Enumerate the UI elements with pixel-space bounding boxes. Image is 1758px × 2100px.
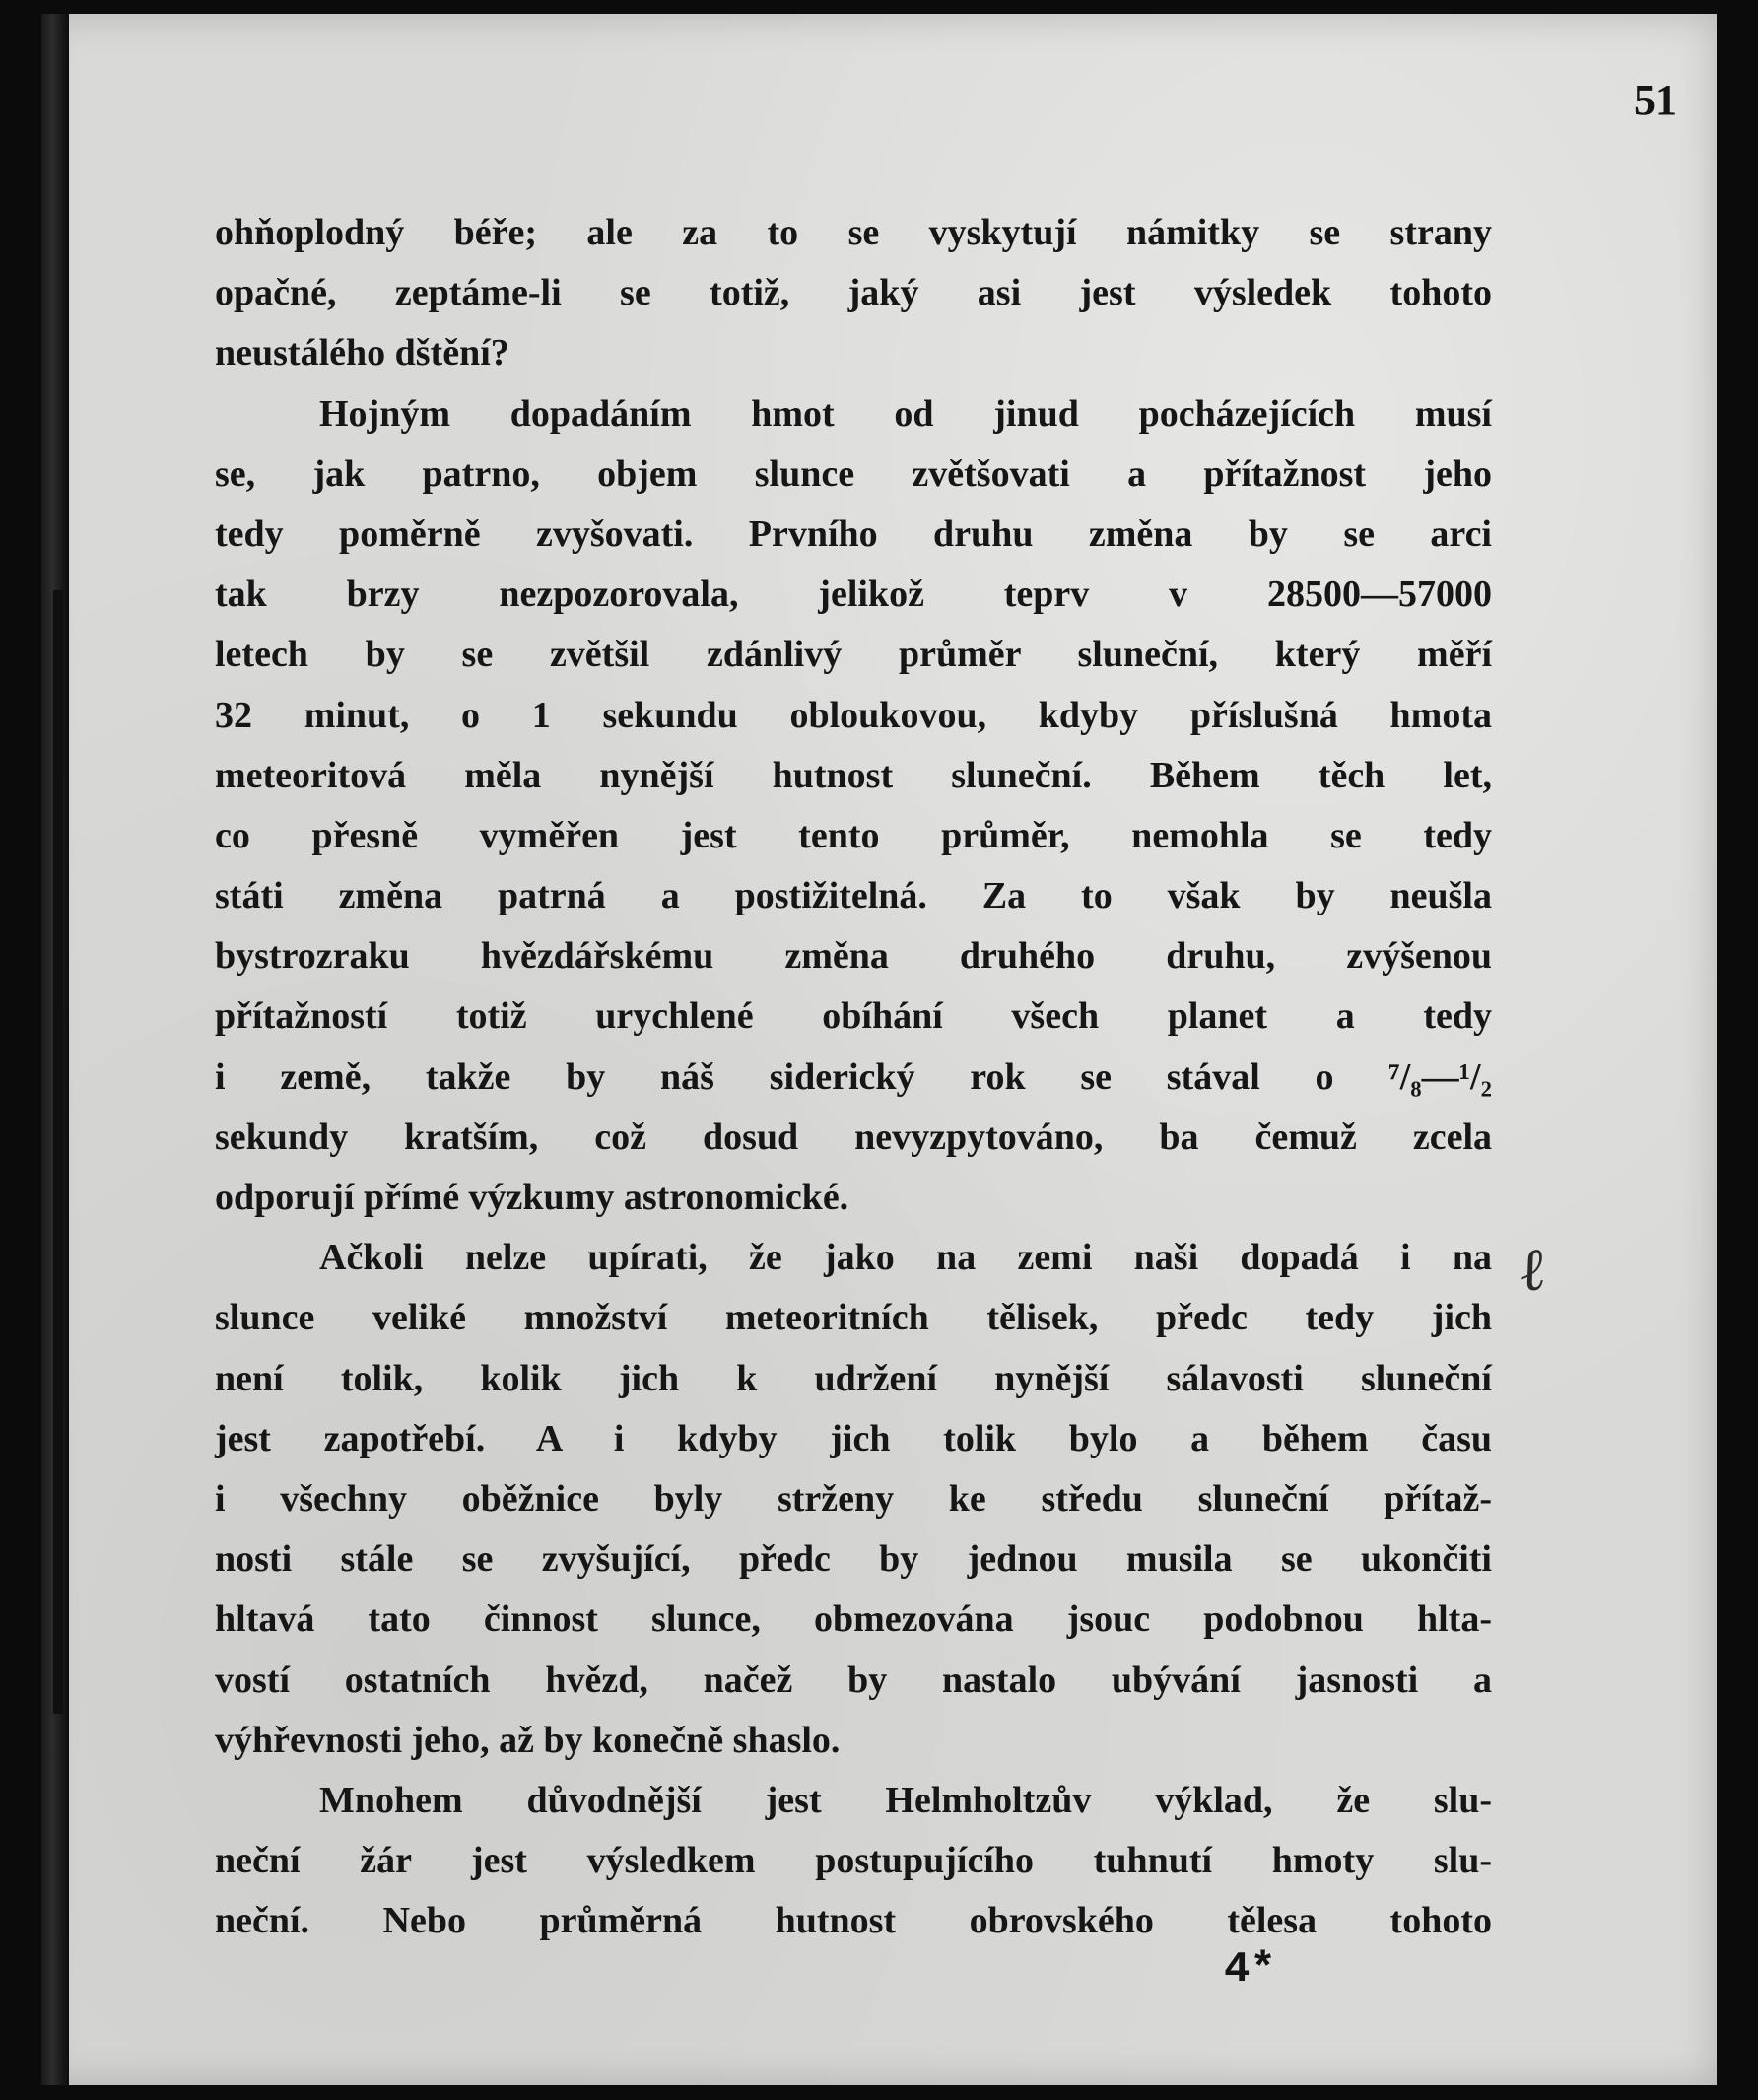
text-line: státi změna patrná a postižitelná. Za to však by neušla xyxy=(215,875,1492,917)
text-line: Ačkoli nelze upírati, že jako na zemi naši dopadá i na xyxy=(319,1237,1492,1279)
text-line: i země, takže by náš siderický rok se stával o ⁷/₈—¹/₂ xyxy=(215,1055,1492,1098)
body-text xyxy=(215,203,1492,1951)
text-line: opačné, zeptáme-li se totiž, jaký asi jest výsledek tohoto xyxy=(215,272,1492,314)
binding-mark xyxy=(53,590,63,1714)
text-line: slunce veliké množství meteoritních tělisek, předc tedy jich xyxy=(215,1297,1492,1339)
text-line: 32 minut, o 1 sekundu obloukovou, kdyby příslušná hmota xyxy=(215,694,1492,736)
text-line: ohňoplodný béře; ale za to se vyskytují námitky se strany xyxy=(215,212,1492,253)
text-line: co přesně vyměřen jest tento průměr, nemohla se tedy xyxy=(215,814,1492,856)
text-line: bystrozraku hvězdářskému změna druhého druhu, zvýšenou xyxy=(215,935,1492,978)
text-line: výhřevnosti jeho, až by konečně shaslo. xyxy=(215,1719,841,1761)
text-line: odporují přímé výzkumy astronomické. xyxy=(215,1177,849,1218)
book-page xyxy=(41,14,1717,2085)
handwritten-margin-note: ℓ xyxy=(1515,1234,1549,1307)
text-line: neční žár jest výsledkem postupujícího tuhnutí hmoty slu- xyxy=(215,1840,1492,1882)
text-line: neustálého dštění? xyxy=(215,332,509,374)
text-line: tak brzy nezpozorovala, jelikož teprv v 28500—57000 xyxy=(215,574,1492,616)
paragraph xyxy=(215,1771,1492,1952)
text-line: letech by se zvětšil zdánlivý průměr sluneční, který měří xyxy=(215,634,1492,676)
text-line: nosti stále se zvyšující, předc by jednou musila se ukončiti xyxy=(215,1538,1492,1581)
text-line: i všechny oběžnice byly strženy ke středu sluneční přítaž- xyxy=(215,1477,1492,1520)
text-line: přítažností totiž urychlené obíhání všech planet a tedy xyxy=(215,995,1492,1038)
paragraph xyxy=(215,384,1492,1229)
paragraph xyxy=(215,1228,1492,1771)
paragraph xyxy=(215,203,1492,384)
text-line: Hojným dopadáním hmot od jinud pocházejících musí xyxy=(319,392,1492,435)
text-line: vostí ostatních hvězd, načež by nastalo ubývání jasnosti a xyxy=(215,1659,1492,1701)
text-line: hltavá tato činnost slunce, obmezována jsouc podobnou hlta- xyxy=(215,1598,1492,1641)
text-line: sekundy kratším, což dosud nevyzpytováno, ba čemuž zcela xyxy=(215,1116,1492,1158)
text-line: tedy poměrně zvyšovati. Prvního druhu změna by se arci xyxy=(215,512,1492,555)
text-line: není tolik, kolik jich k udržení nynější sálavosti sluneční xyxy=(215,1357,1492,1399)
text-line: se, jak patrno, objem slunce zvětšovati a přítažnost jeho xyxy=(215,452,1492,495)
text-line: Mnohem důvodnější jest Helmholtzův výklad, že slu- xyxy=(319,1779,1492,1821)
text-line: jest zapotřebí. A i kdyby jich tolik bylo a během času xyxy=(215,1417,1492,1459)
printer-signature-mark: 4* xyxy=(1224,1945,1276,1995)
text-line: neční. Nebo průměrná hutnost obrovského tělesa tohoto xyxy=(215,1900,1492,1942)
text-line: meteoritová měla nynější hutnost sluneční. Během těch let, xyxy=(215,754,1492,796)
page-number: 51 xyxy=(1634,76,1677,124)
